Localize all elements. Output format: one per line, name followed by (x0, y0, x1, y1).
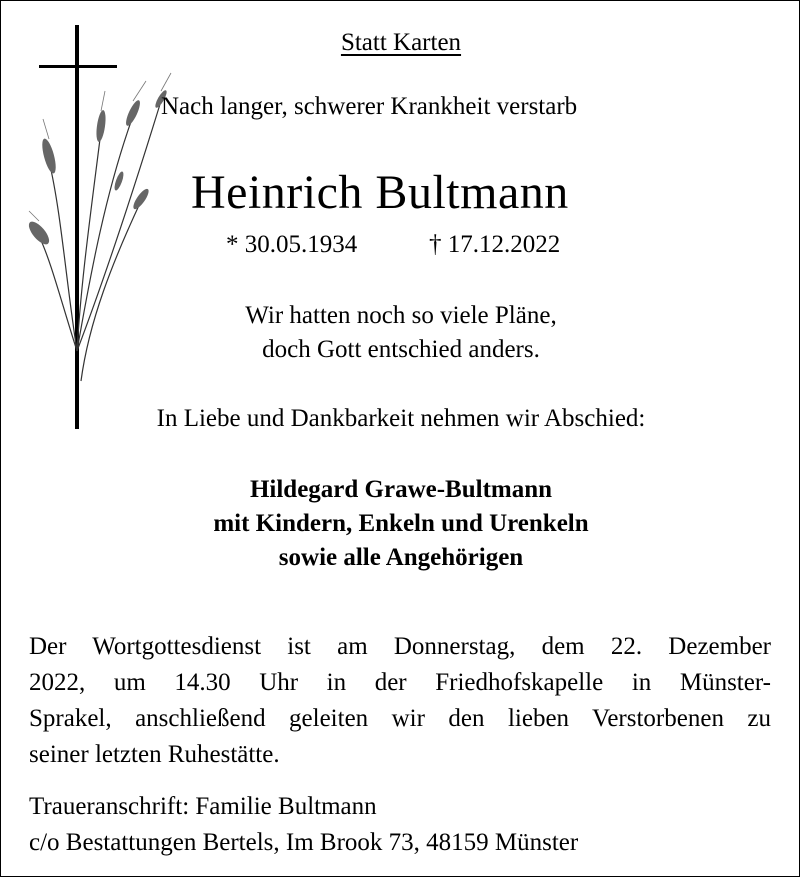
intro-text: Nach langer, schwerer Krankheit verstarb (161, 93, 578, 120)
mourner-line: Hildegard Grawe-Bultmann (249, 476, 553, 503)
farewell-text: In Liebe und Dankbarkeit nehmen wir Abschied: (156, 405, 646, 432)
mourners (1, 473, 800, 575)
deceased-name: Heinrich Bultmann (191, 166, 569, 219)
birth-date: * 30.05.1934 (226, 231, 358, 258)
mourner-line: sowie alle Angehörigen (278, 544, 524, 571)
mourner-line: mit Kindern, Enkeln und Urenkeln (213, 510, 589, 537)
service-line: Der Wortgottesdienst ist am Donnerstag, dem 22. Dezember (29, 633, 771, 660)
address-line: Traueranschrift: Familie Bultmann (29, 793, 377, 820)
quote-line: Wir hatten noch so viele Pläne, (245, 302, 557, 329)
mourning-address (29, 789, 578, 861)
pretext: Statt Karten (340, 29, 462, 56)
service-line: Sprakel, anschließend geleiten wir den lieben Verstorbenen zu (29, 705, 771, 732)
death-date: † 17.12.2022 (429, 231, 561, 258)
service-line: 2022, um 14.30 Uhr in der Friedhofskapelle in Münster- (29, 669, 771, 696)
service-line: seiner letzten Ruhestätte. (29, 741, 280, 768)
cross-with-wheat-icon (21, 21, 181, 431)
service-info (29, 629, 771, 773)
quote (1, 299, 800, 367)
address-line: c/o Bestattungen Bertels, Im Brook 73, 48159 Münster (29, 829, 579, 856)
quote-line: doch Gott entschied anders. (262, 336, 540, 363)
